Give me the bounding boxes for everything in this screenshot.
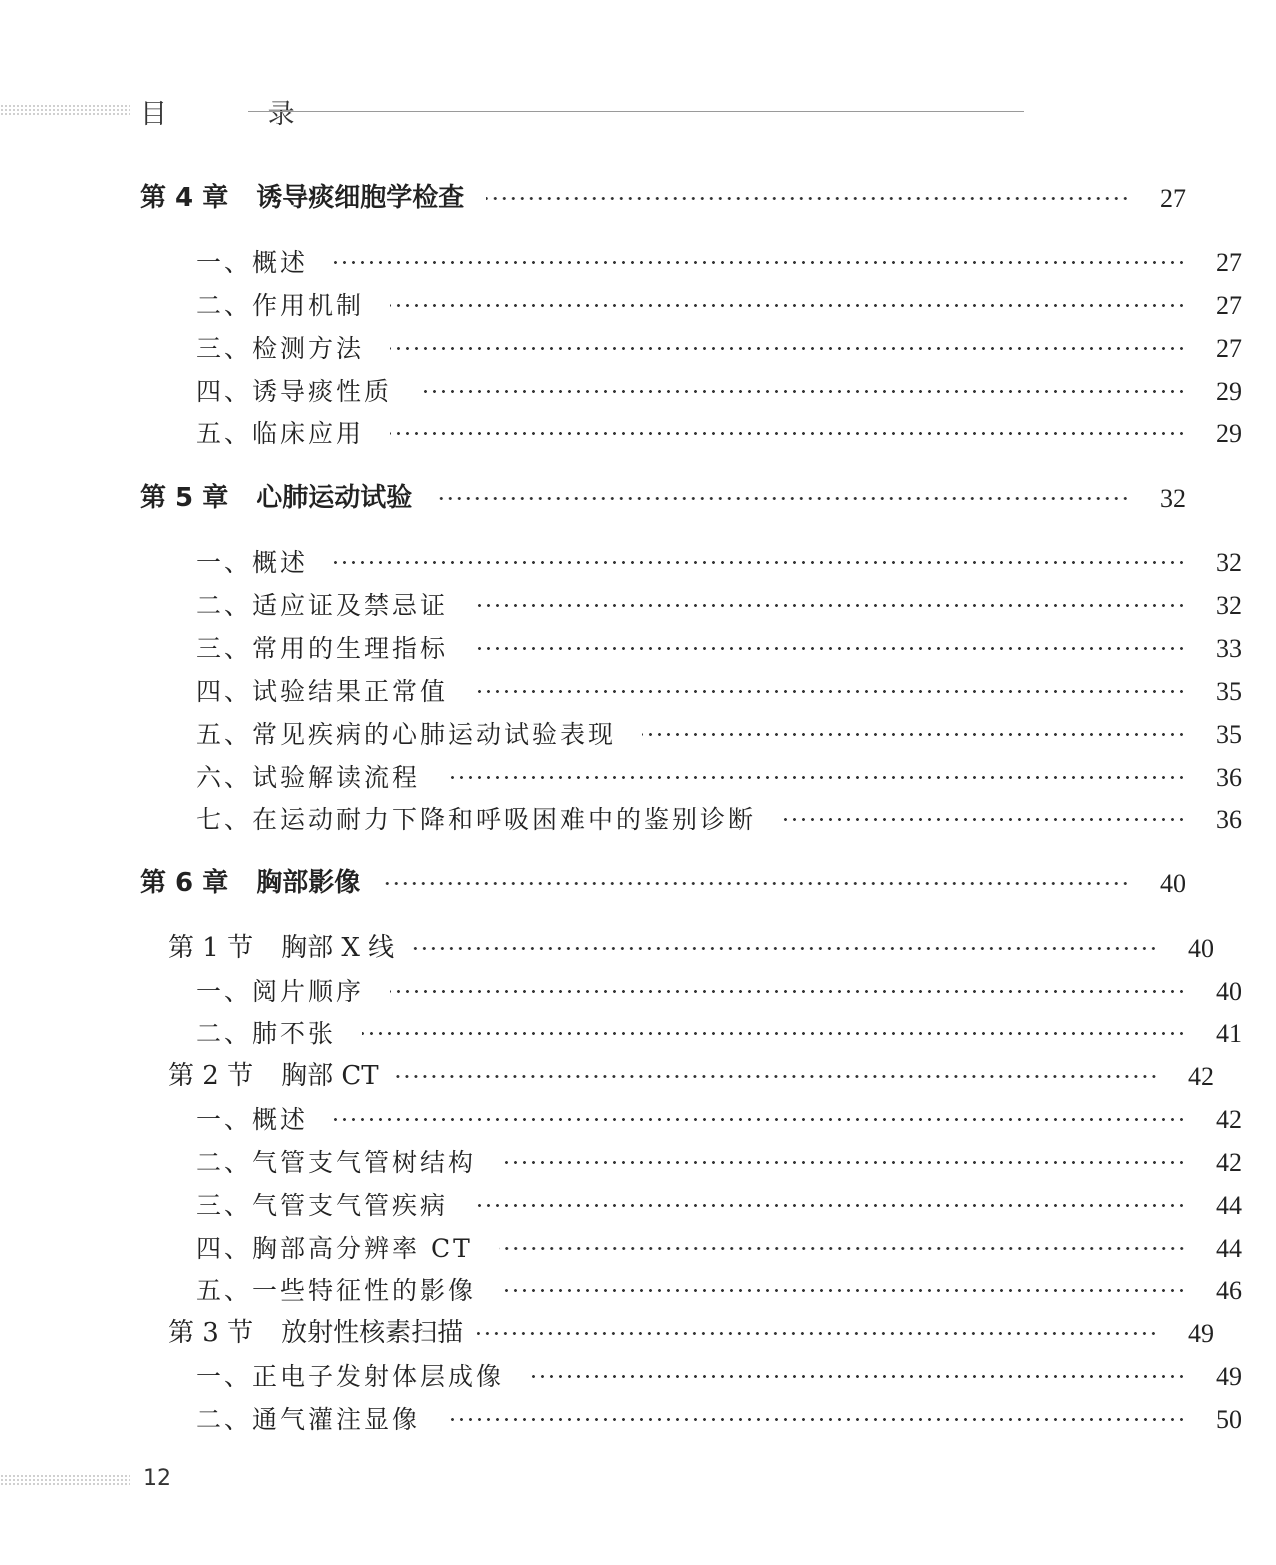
section-number: 第 2 节 bbox=[168, 1061, 254, 1091]
toc-entry[interactable] bbox=[0, 370, 1276, 413]
dot-leader bbox=[474, 647, 1186, 650]
entry-title: 五、临床应用 bbox=[196, 419, 365, 448]
entry-title: 一、概述 bbox=[196, 1105, 309, 1134]
toc-entry[interactable] bbox=[0, 412, 1276, 455]
dot-leader bbox=[474, 690, 1186, 693]
dot-leader bbox=[390, 990, 1186, 993]
section-title: 胸部 CT bbox=[281, 1061, 379, 1091]
page-number: 32 bbox=[1216, 548, 1242, 577]
dot-leader bbox=[418, 390, 1186, 393]
entry-title: 一、概述 bbox=[196, 248, 309, 277]
dot-leader bbox=[362, 1032, 1186, 1035]
toc-entry[interactable] bbox=[0, 970, 1276, 1013]
entry-title: 二、气管支气管树结构 bbox=[196, 1148, 477, 1177]
entry-title: 六、试验解读流程 bbox=[196, 763, 421, 792]
page-number: 33 bbox=[1216, 634, 1242, 663]
chapter-heading bbox=[140, 862, 360, 905]
dot-leader bbox=[390, 347, 1186, 350]
footer-dot-pattern bbox=[0, 1474, 130, 1486]
entry-title: 五、常见疾病的心肺运动试验表现 bbox=[196, 720, 617, 749]
page-number: 49 bbox=[1216, 1362, 1242, 1391]
dot-leader bbox=[446, 776, 1186, 779]
page-number: 41 bbox=[1216, 1019, 1242, 1048]
page-number: 27 bbox=[1216, 291, 1242, 320]
section-heading bbox=[168, 927, 394, 970]
page-number: 42 bbox=[1216, 1105, 1242, 1134]
dot-leader bbox=[530, 1375, 1186, 1378]
dot-leader bbox=[474, 1204, 1186, 1207]
chapter-number: 第 4 章 bbox=[140, 183, 229, 213]
toc-entry[interactable] bbox=[0, 627, 1276, 670]
entry-title: 一、阅片顺序 bbox=[196, 977, 365, 1006]
toc-entry[interactable] bbox=[0, 756, 1276, 799]
section-number: 第 1 节 bbox=[168, 933, 254, 963]
page-number: 40 bbox=[1160, 869, 1186, 898]
page-number: 27 bbox=[1216, 334, 1242, 363]
dot-leader bbox=[408, 947, 1158, 950]
footer-page-number: 12 bbox=[143, 1466, 171, 1491]
section-number: 第 3 节 bbox=[168, 1318, 254, 1348]
toc-entry[interactable] bbox=[0, 327, 1276, 370]
toc-entry[interactable] bbox=[0, 670, 1276, 713]
entry-title: 四、胸部高分辨率 CT bbox=[196, 1234, 473, 1263]
toc-entry[interactable] bbox=[0, 713, 1276, 756]
entry-title: 四、诱导痰性质 bbox=[196, 377, 393, 406]
page-number: 35 bbox=[1216, 720, 1242, 749]
section-title: 胸部 X 线 bbox=[281, 933, 395, 963]
header-rule bbox=[248, 111, 1024, 112]
entry-title: 三、检测方法 bbox=[196, 334, 365, 363]
dot-leader bbox=[390, 432, 1186, 435]
chapter-heading bbox=[140, 477, 412, 520]
page-number: 49 bbox=[1188, 1319, 1214, 1348]
toc-entry[interactable] bbox=[0, 1355, 1276, 1398]
section-title: 放射性核素扫描 bbox=[281, 1318, 464, 1348]
toc-entry[interactable] bbox=[0, 241, 1276, 284]
page-number: 42 bbox=[1216, 1148, 1242, 1177]
dot-leader bbox=[334, 261, 1186, 264]
dot-leader bbox=[502, 1161, 1186, 1164]
entry-title: 二、作用机制 bbox=[196, 291, 365, 320]
page-number: 40 bbox=[1216, 977, 1242, 1006]
dot-leader bbox=[446, 1418, 1186, 1421]
entry-title: 二、适应证及禁忌证 bbox=[196, 591, 449, 620]
dot-leader bbox=[334, 1118, 1186, 1121]
section-heading bbox=[168, 1055, 379, 1098]
dot-leader bbox=[486, 197, 1130, 200]
toc-chapter-6[interactable] bbox=[0, 862, 1220, 905]
page-number: 36 bbox=[1216, 763, 1242, 792]
header-dot-pattern bbox=[0, 104, 130, 116]
toc-section-3[interactable] bbox=[0, 1312, 1248, 1355]
page-number: 42 bbox=[1188, 1062, 1214, 1091]
entry-title: 四、试验结果正常值 bbox=[196, 677, 449, 706]
dot-leader bbox=[390, 304, 1186, 307]
toc-entry[interactable] bbox=[0, 1098, 1276, 1141]
toc-entry[interactable] bbox=[0, 798, 1276, 841]
dot-leader bbox=[477, 1332, 1158, 1335]
page-number: 46 bbox=[1216, 1276, 1242, 1305]
chapter-title: 心肺运动试验 bbox=[256, 483, 413, 513]
page-number: 40 bbox=[1188, 934, 1214, 963]
chapter-title: 诱导痰细胞学检查 bbox=[256, 183, 465, 213]
dot-leader bbox=[393, 1075, 1158, 1078]
toc-entry[interactable] bbox=[0, 1012, 1276, 1055]
entry-title: 三、气管支气管疾病 bbox=[196, 1191, 449, 1220]
dot-leader bbox=[434, 497, 1130, 500]
dot-leader bbox=[782, 818, 1186, 821]
page-number: 35 bbox=[1216, 677, 1242, 706]
page-number: 32 bbox=[1160, 484, 1186, 513]
toc-entry[interactable] bbox=[0, 584, 1276, 627]
page-number: 44 bbox=[1216, 1191, 1242, 1220]
dot-leader bbox=[334, 561, 1186, 564]
entry-title: 三、常用的生理指标 bbox=[196, 634, 449, 663]
toc-section-2[interactable] bbox=[0, 1055, 1248, 1098]
page-number: 44 bbox=[1216, 1234, 1242, 1263]
toc-entry[interactable] bbox=[0, 1398, 1276, 1441]
entry-title: 一、正电子发射体层成像 bbox=[196, 1362, 505, 1391]
page-number: 50 bbox=[1216, 1405, 1242, 1434]
chapter-title: 胸部影像 bbox=[256, 868, 361, 898]
dot-leader bbox=[502, 1289, 1186, 1292]
entry-title: 七、在运动耐力下降和呼吸困难中的鉴别诊断 bbox=[196, 805, 757, 834]
entry-title: 五、一些特征性的影像 bbox=[196, 1276, 477, 1305]
toc-entry[interactable] bbox=[0, 1141, 1276, 1184]
toc-chapter-4[interactable] bbox=[0, 177, 1220, 220]
page-number: 36 bbox=[1216, 805, 1242, 834]
page-number: 27 bbox=[1216, 248, 1242, 277]
entry-title: 一、概述 bbox=[196, 548, 309, 577]
toc-entry[interactable] bbox=[0, 1269, 1276, 1312]
page-number: 29 bbox=[1216, 419, 1242, 448]
page-number: 27 bbox=[1160, 184, 1186, 213]
toc-chapter-5[interactable] bbox=[0, 477, 1220, 520]
entry-title: 二、通气灌注显像 bbox=[196, 1405, 421, 1434]
page-number: 29 bbox=[1216, 377, 1242, 406]
dot-leader bbox=[642, 733, 1186, 736]
entry-title: 二、肺不张 bbox=[196, 1019, 337, 1048]
toc-entry[interactable] bbox=[0, 541, 1276, 584]
page-header-title: 目 录 bbox=[140, 99, 341, 130]
chapter-number: 第 5 章 bbox=[140, 483, 229, 513]
toc-entry[interactable] bbox=[0, 1184, 1276, 1227]
section-heading bbox=[168, 1312, 463, 1355]
dot-leader bbox=[474, 604, 1186, 607]
toc-entry[interactable] bbox=[0, 1227, 1276, 1270]
dot-leader bbox=[499, 1247, 1186, 1250]
page-number: 32 bbox=[1216, 591, 1242, 620]
toc-entry[interactable] bbox=[0, 284, 1276, 327]
dot-leader bbox=[382, 882, 1130, 885]
chapter-number: 第 6 章 bbox=[140, 868, 229, 898]
chapter-heading bbox=[140, 177, 464, 220]
toc-section-1[interactable] bbox=[0, 927, 1248, 970]
